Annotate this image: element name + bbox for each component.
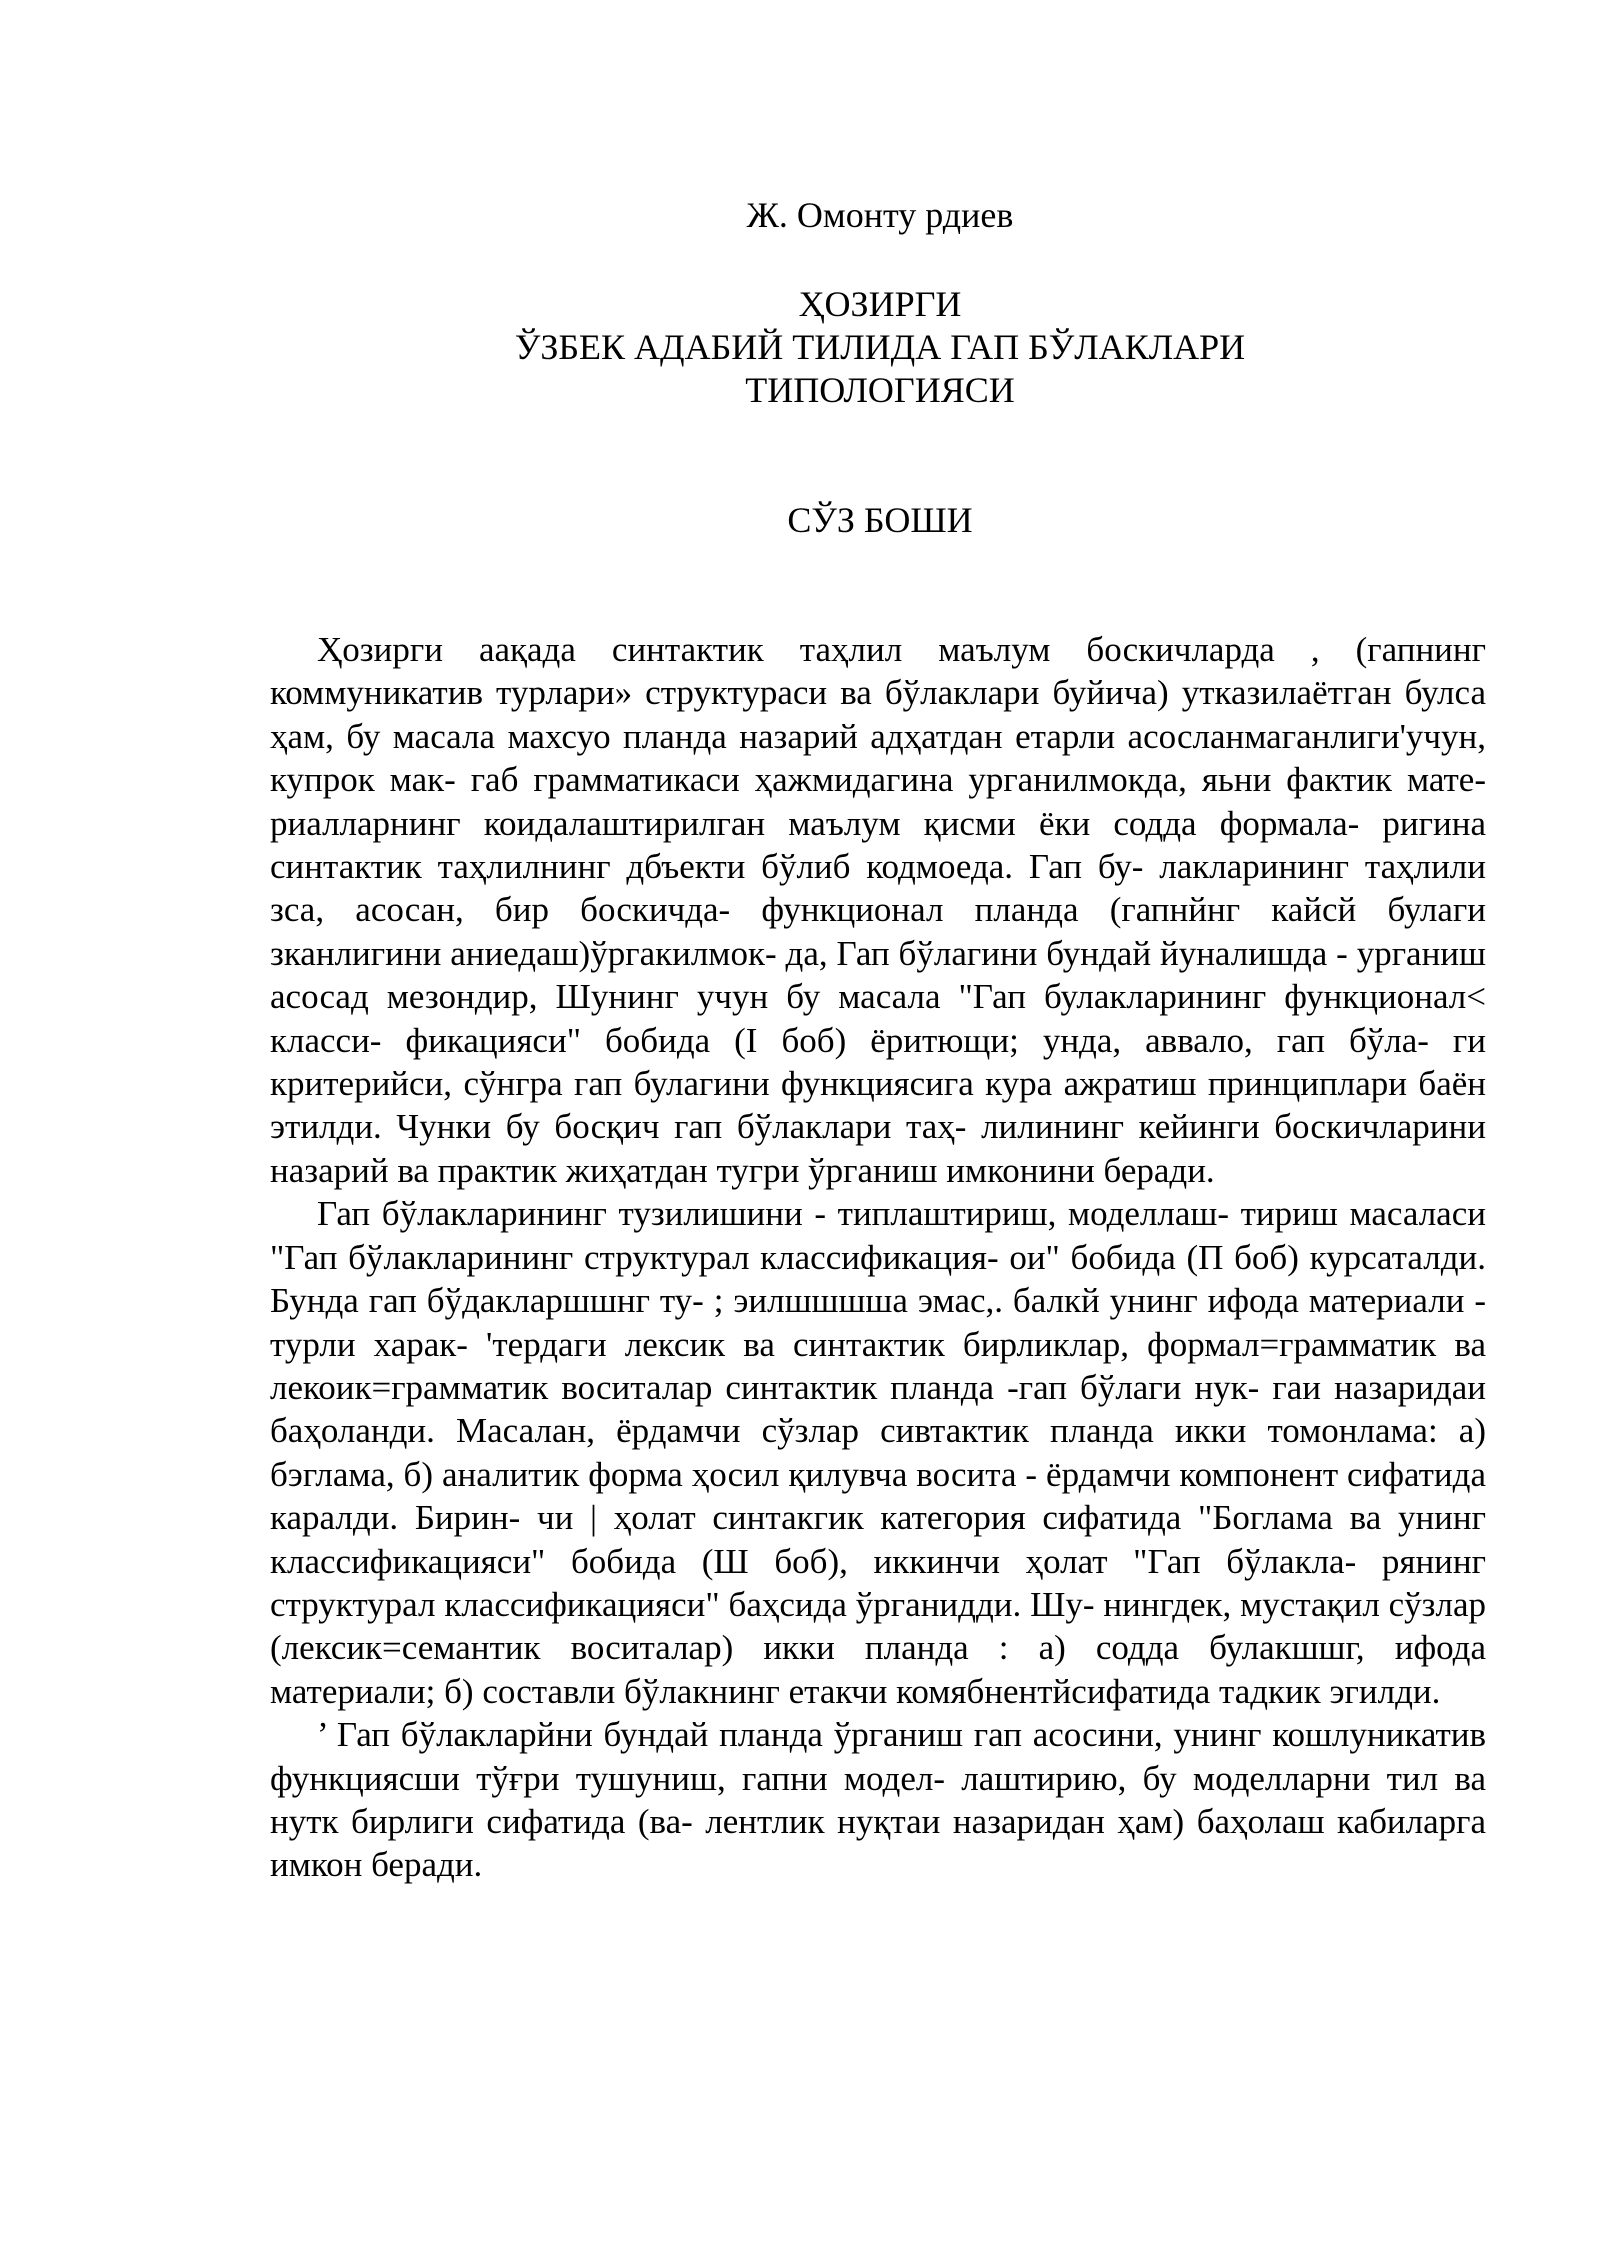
document-title	[0, 283, 1600, 412]
paragraph-3: ’ Гап бўлакларйни бундай планда ўрганиш гап асосини, унинг кошлуникатив функциясши тўғри тушуниш, гапни модел- лаштирию, бу моделларни тил ва нутк бирлиги сифатида (ва- лентлик нуқтаи назаридан ҳам) баҳолаш кабиларга имкон беради.	[270, 1715, 1486, 1885]
paragraph-1: Ҳозирги аақада синтактик таҳлил маълум боскичларда , (гапнинг коммуникатив турлари» структураси ва бўлаклари буйича) утказилаётган булса ҳам, бу масала махсуо планда назарий адҳатдан етарли асосланмаганлиги'учун, купрок мак- габ грамматикаси ҳажмидагина урганилмокда, яьни фактик мате- риалларнинг коидалаштирилган маълум қисми ёки содда формала- ригина синтактик таҳлилнинг дбъекти бўлиб кодмоеда. Гап бу- лакларининг таҳлили зса, асосан, бир боскичда- функционал планда (гапнйнг кайсй булаги зканлигини аниедаш)ўргакилмок- да, Гап бўлагини бундай йуналишда - урганиш асосад мезондир, Шунинг учун бу масала "Гап булакларининг функционал< класси- фикацияси" бобида (I боб) ёритющи; унда, аввало, гап бўла- ги критерийси, сўнгра гап булагини функциясига кура ажратиш принциплари баён этилди. Чунки бу босқич гап бўлаклари таҳ- лилининг кейинги боскичларини назарий ва практик жиҳатдан тугри ўрганиш имконини беради.	[270, 630, 1486, 1190]
title-line-2: ЎЗБЕК АДАБИЙ ТИЛИДА ГАП БЎЛАКЛАРИ	[514, 327, 1246, 367]
author-name: Ж. Омонту рдиев	[746, 195, 1014, 235]
section-heading: СЎЗ БОШИ	[787, 500, 973, 540]
body-text	[270, 628, 1486, 1887]
title-line-3: ТИПОЛОГИЯСИ	[745, 370, 1015, 410]
title-line-1: ҲОЗИРГИ	[798, 284, 962, 324]
paragraph-2: Гап бўлакларининг тузилишини - типлаштириш, моделлаш- тириш масаласи "Гап бўлакларининг структурал классификация- ои" бобида (П боб) курсаталди. Бунда гап бўдакларшшнг ту- ; эилшшшша эмас,. балкй унинг ифода материали - турли харак- 'тердаги лексик ва синтактик бирликлар, формал=грамматик ва лекоик=грамматик воситалар синтактик планда -гап бўлаги нук- гаи назаридаи баҳоланди. Масалан, ёрдамчи сўзлар сивтактик планда икки томонлама: а) бэглама, б) аналитик форма ҳосил қилувча восита - ёрдамчи компонент сифатида каралди. Бирин- чи | ҳолат синтакгик категория сифатида "Боглама ва унинг классификацияси" бобида (Ш боб), иккинчи ҳолат "Гап бўлакла- рянинг структурал классификацияси" баҳсида ўрганидди. Шу- нингдек, мустақил сўзлар (лексик=семантик воситалар) икки планда : а) содда булакшшг, ифода материали; б) составли бўлакнинг етакчи комябнентйсифатида тадкик эгилди.	[270, 1194, 1486, 1711]
